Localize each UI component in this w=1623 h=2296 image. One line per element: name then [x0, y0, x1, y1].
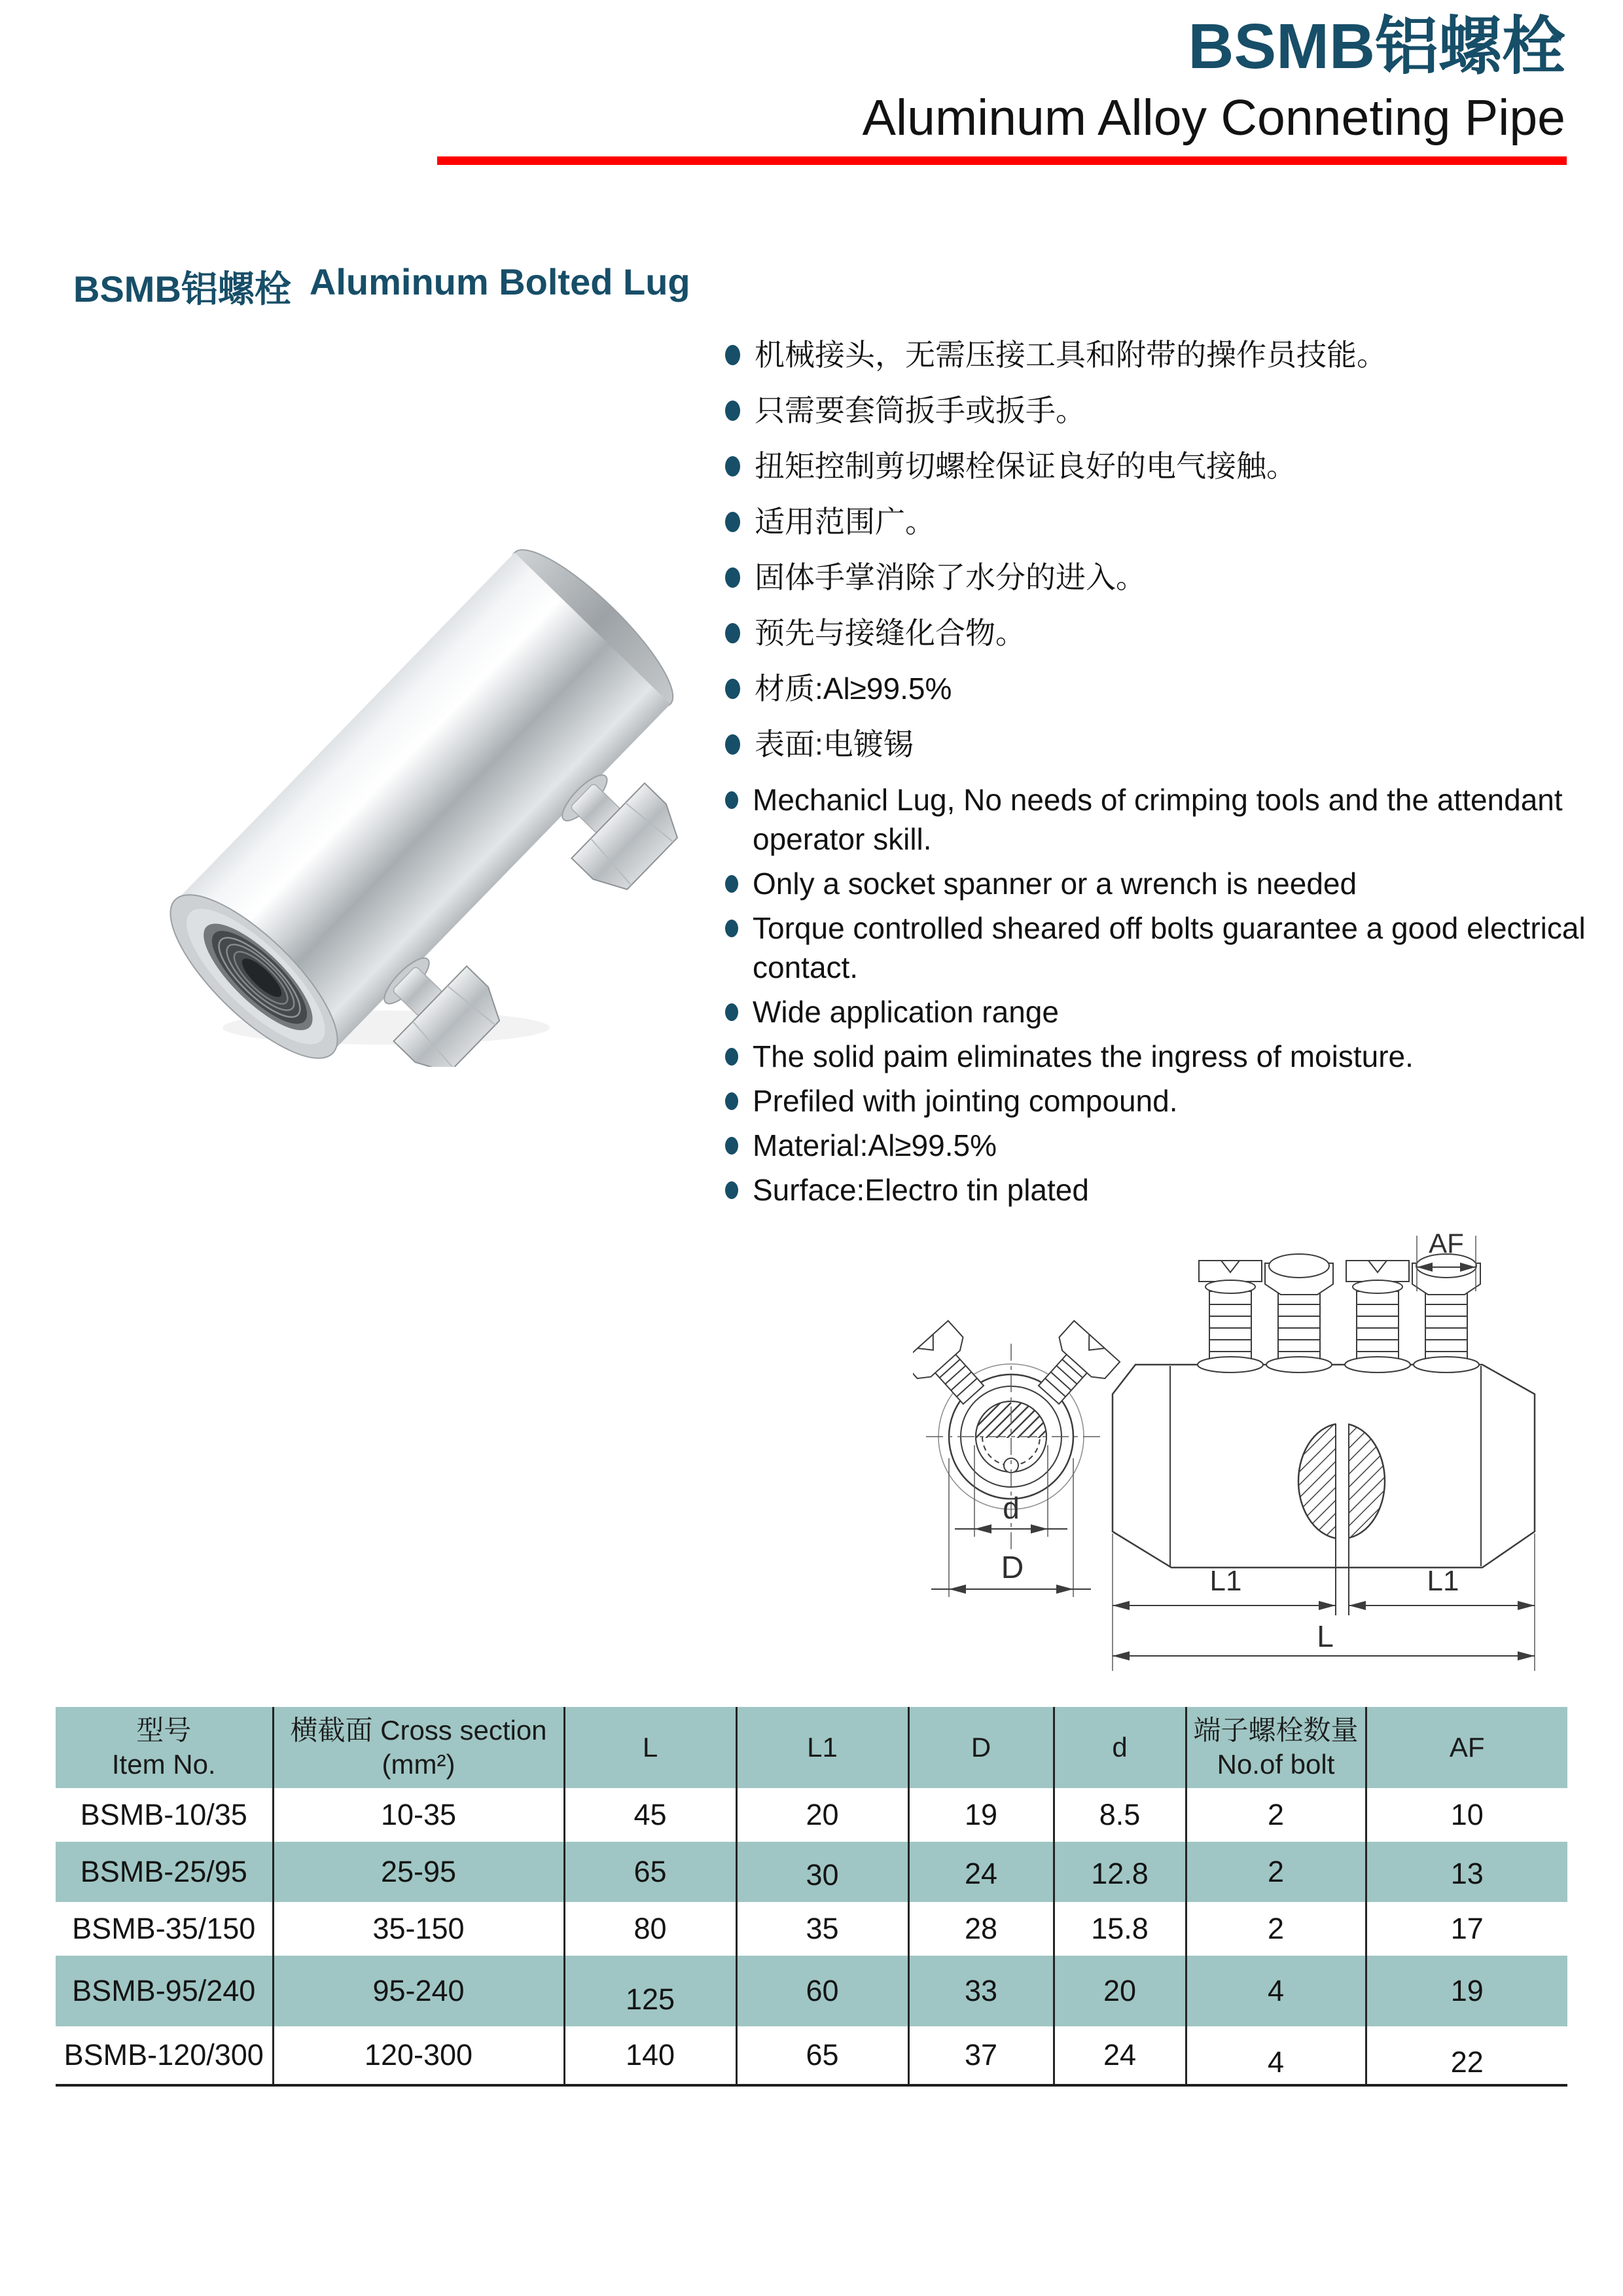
header-no-of-bolt: 端子螺栓数量 No.of bolt — [1186, 1707, 1366, 1788]
bullet-icon — [725, 1048, 738, 1066]
feature-item — [724, 864, 1594, 903]
table-row — [56, 2026, 1567, 2085]
dim-label-D: D — [1001, 1551, 1024, 1585]
feature-text: 预先与接缝化合物。 — [755, 616, 1026, 650]
table-cell: 20 — [1054, 1956, 1186, 2026]
table-row — [56, 1788, 1567, 1842]
bullet-icon — [725, 1092, 738, 1110]
table-cell: BSMB-95/240 — [56, 1956, 273, 2026]
feature-text: 固体手掌消除了水分的进入。 — [755, 560, 1146, 594]
technical-drawing — [913, 1223, 1620, 1691]
table-cell: 95-240 — [273, 1956, 564, 2026]
table-cell: 25-95 — [273, 1842, 564, 1902]
table-cell: 35-150 — [273, 1902, 564, 1956]
feature-item — [724, 908, 1594, 987]
feature-item — [724, 558, 1594, 598]
page-title-en: Aluminum Alloy Conneting Pipe — [862, 90, 1565, 146]
feature-item — [724, 1170, 1594, 1210]
feature-text: 机械接头，无需压接工具和附带的操作员技能。 — [755, 338, 1387, 372]
feature-item — [724, 391, 1594, 431]
table-cell: 10 — [1366, 1788, 1567, 1842]
feature-text: Surface:Electro tin plated — [753, 1173, 1089, 1207]
table-cell: 8.5 — [1054, 1788, 1186, 1842]
table-cell: 125 — [564, 1956, 736, 2026]
feature-text: The solid paim eliminates the ingress of moisture. — [753, 1039, 1414, 1073]
table-cell: 17 — [1366, 1902, 1567, 1956]
table-cell: 65 — [564, 1842, 736, 1902]
bullet-icon — [725, 791, 738, 809]
table-cell: 24 — [908, 1842, 1054, 1902]
table-cell: 2 — [1186, 1902, 1366, 1956]
product-photo — [105, 445, 726, 1067]
table-cell: 45 — [564, 1788, 736, 1842]
table-cell: 60 — [736, 1956, 908, 2026]
product-photo-image — [105, 445, 726, 1067]
header-cross-section: 横截面 Cross section (mm²) — [273, 1707, 564, 1788]
table-cell: 19 — [908, 1788, 1054, 1842]
feature-item — [724, 1126, 1594, 1165]
table-cell: BSMB-10/35 — [80, 1798, 247, 1831]
table-header-row — [56, 1707, 1567, 1788]
feature-item — [724, 992, 1594, 1031]
table-cell: 22 — [1366, 2026, 1567, 2085]
dim-label-l1-right: L1 — [1427, 1565, 1459, 1597]
spec-table-body — [56, 1788, 1567, 2085]
header-d: d — [1054, 1707, 1186, 1788]
table-cell: BSMB-120/300 — [63, 2038, 264, 2072]
dim-label-af: AF — [1429, 1228, 1464, 1259]
bullet-icon — [725, 734, 740, 755]
header-AF: AF — [1366, 1707, 1567, 1788]
feature-text: Material:Al≥99.5% — [753, 1128, 997, 1162]
feature-text: Wide application range — [753, 995, 1059, 1029]
table-cell: 35 — [736, 1902, 908, 1956]
feature-item — [724, 1037, 1594, 1076]
diagram-side-view — [1113, 1236, 1535, 1671]
bullet-icon — [725, 512, 740, 532]
bullet-icon — [725, 623, 740, 643]
feature-text: Prefiled with jointing compound. — [753, 1084, 1178, 1118]
table-cell: 4 — [1186, 2026, 1366, 2085]
dim-label-l: L — [1317, 1619, 1334, 1653]
table-cell: BSMB-25/95 — [56, 1842, 273, 1902]
table-row — [56, 1842, 1567, 1902]
table-cell: 24 — [1054, 2026, 1186, 2085]
table-cell: 12.8 — [1054, 1842, 1186, 1902]
table-cell: 2 — [1186, 1842, 1366, 1902]
table-cell: 2 — [1186, 1788, 1366, 1842]
page-title-zh: BSMB铝螺栓 — [1188, 10, 1565, 82]
table-cell: 140 — [564, 2026, 736, 2085]
feature-item — [724, 613, 1594, 653]
table-cell: 30 — [736, 1842, 908, 1902]
table-cell: 4 — [1186, 1956, 1366, 2026]
technical-drawing-image — [913, 1223, 1620, 1691]
feature-item — [724, 1081, 1594, 1121]
section-title-zh: BSMB铝螺栓 — [73, 268, 291, 310]
bullet-icon — [725, 679, 740, 699]
spec-table — [56, 1707, 1567, 2087]
feature-text: Only a socket spanner or a wrench is needed — [753, 867, 1357, 901]
header-D: D — [908, 1707, 1054, 1788]
header-item-no: 型号 Item No. — [56, 1707, 273, 1788]
features-en — [724, 780, 1594, 1210]
feature-item — [724, 780, 1594, 859]
feature-text: 扭矩控制剪切螺栓保证良好的电气接触。 — [755, 449, 1296, 483]
feature-item — [724, 335, 1594, 375]
bullet-icon — [725, 875, 738, 893]
header-rule — [437, 156, 1567, 165]
table-cell: 33 — [908, 1956, 1054, 2026]
feature-text: 表面:电镀锡 — [755, 727, 914, 761]
bullet-icon — [725, 345, 740, 365]
feature-item — [724, 502, 1594, 542]
table-row — [56, 1956, 1567, 2026]
table-row — [56, 1902, 1567, 1956]
table-cell: BSMB-35/150 — [72, 1912, 256, 1945]
dim-label-d: d — [1003, 1491, 1020, 1525]
table-cell: 20 — [736, 1788, 908, 1842]
bullet-icon — [725, 401, 740, 421]
feature-text: 适用范围广。 — [755, 505, 935, 539]
features — [724, 335, 1594, 1215]
bullet-icon — [725, 456, 740, 476]
bullet-icon — [725, 1137, 738, 1155]
feature-text: 材质:Al≥99.5% — [755, 672, 952, 706]
header-L1: L1 — [736, 1707, 908, 1788]
table-cell: 65 — [736, 2026, 908, 2085]
feature-text: Torque controlled sheared off bolts guarantee a good electrical contact. — [753, 911, 1586, 984]
section-title — [73, 260, 690, 313]
feature-text: 只需要套筒扳手或扳手。 — [755, 393, 1086, 427]
feature-item — [724, 669, 1594, 709]
features-zh — [724, 335, 1594, 764]
header-L: L — [564, 1707, 736, 1788]
dim-label-l1-left: L1 — [1209, 1565, 1242, 1597]
feature-text: Mechanicl Lug, No needs of crimping tools and the attendant operator skill. — [753, 783, 1563, 856]
feature-item — [724, 725, 1594, 764]
bullet-icon — [725, 567, 740, 588]
section-title-en: Aluminum Bolted Lug — [309, 261, 690, 302]
table-cell: 19 — [1366, 1956, 1567, 2026]
table-cell: 10-35 — [273, 1788, 564, 1842]
feature-item — [724, 446, 1594, 486]
bullet-icon — [725, 1181, 738, 1199]
table-cell: 37 — [908, 2026, 1054, 2085]
table-cell: 80 — [564, 1902, 736, 1956]
table-cell: 15.8 — [1054, 1902, 1186, 1956]
table-cell: 120-300 — [273, 2026, 564, 2085]
bullet-icon — [725, 1003, 738, 1021]
bullet-icon — [725, 920, 738, 937]
table-cell: 13 — [1366, 1842, 1567, 1902]
table-cell: 28 — [908, 1902, 1054, 1956]
